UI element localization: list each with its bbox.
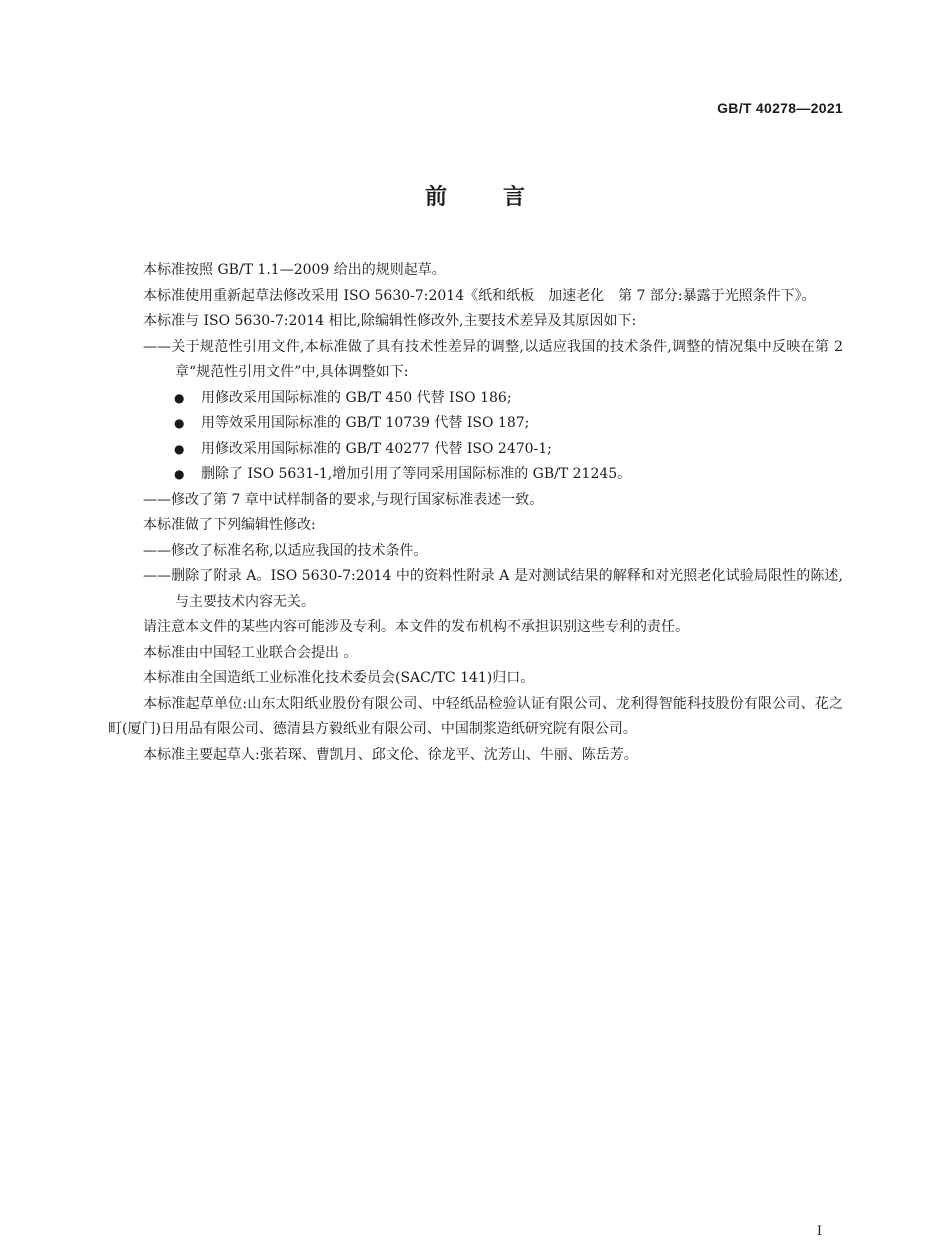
dash-item-annex-removal: ——删除了附录 A。ISO 5630-7:2014 中的资料性附录 A 是对测试结果的解释和对光照老化试验局限性的陈述,与主要技术内容无关。 — [143, 568, 843, 610]
paragraph-adoption-method: 本标准使用重新起草法修改采用 ISO 5630-7:2014《纸和纸板 加速老化 第 7 部分:暴露于光照条件下》。 — [143, 287, 816, 304]
bullet-item — [108, 462, 843, 488]
paragraph-drafters: 本标准主要起草人:张若琛、曹凯月、邱文伦、徐龙平、沈芳山、牛丽、陈岳芳。 — [143, 746, 638, 763]
bullet-text: 用修改采用国际标准的 GB/T 40277 代替 ISO 2470-1; — [201, 440, 552, 457]
bullet-icon: ● — [174, 416, 185, 430]
paragraph-differences-intro: 本标准与 ISO 5630-7:2014 相比,除编辑性修改外,主要技术差异及其原因如下: — [143, 313, 637, 329]
paragraph-patent-notice: 请注意本文件的某些内容可能涉及专利。本文件的发布机构不承担识别这些专利的责任。 — [143, 619, 689, 635]
bullet-icon: ● — [174, 390, 185, 405]
foreword-body — [108, 258, 843, 768]
bullet-text: 用等效采用国际标准的 GB/T 10739 代替 ISO 187; — [201, 415, 530, 431]
page-title: 前言 — [424, 185, 581, 210]
dash-item-normative-references: ——关于规范性引用文件,本标准做了具有技术性差异的调整,以适应我国的技术条件,调整的情况集中反映在第 2 章“规范性引用文件”中,具体调整如下: — [143, 338, 843, 380]
bullet-item — [108, 411, 843, 437]
bullet-item — [108, 437, 843, 463]
bullet-text: 删除了 ISO 5631-1,增加引用了等同采用国际标准的 GB/T 21245。 — [201, 466, 632, 482]
paragraph-drafting-rules: 本标准按照 GB/T 1.1—2009 给出的规则起草。 — [143, 262, 446, 278]
bullet-item — [108, 386, 843, 412]
bullet-text: 用修改采用国际标准的 GB/T 450 代替 ISO 186; — [201, 389, 512, 406]
bullet-icon: ● — [174, 441, 185, 456]
paragraph-proposer: 本标准由中国轻工业联合会提出 。 — [143, 644, 358, 661]
page-number: I — [816, 1224, 822, 1239]
standard-code: GB/T 40278—2021 — [717, 100, 843, 116]
paragraph-technical-committee: 本标准由全国造纸工业标准化技术委员会(SAC/TC 141)归口。 — [143, 670, 535, 686]
dash-item-title-change: ——修改了标准名称,以适应我国的技术条件。 — [143, 542, 428, 559]
bullet-icon: ● — [174, 467, 185, 481]
dash-item-sample-preparation: ——修改了第 7 章中试样制备的要求,与现行国家标准表述一致。 — [143, 491, 544, 508]
paragraph-editorial-intro: 本标准做了下列编辑性修改: — [143, 517, 316, 533]
paragraph-drafting-units: 本标准起草单位:山东太阳纸业股份有限公司、中轻纸品检验认证有限公司、龙利得智能科技股份有限公司、花之町(厦门)日用品有限公司、德清县方毅纸业有限公司、中国制浆造纸研究院有限公司。 — [108, 695, 843, 737]
